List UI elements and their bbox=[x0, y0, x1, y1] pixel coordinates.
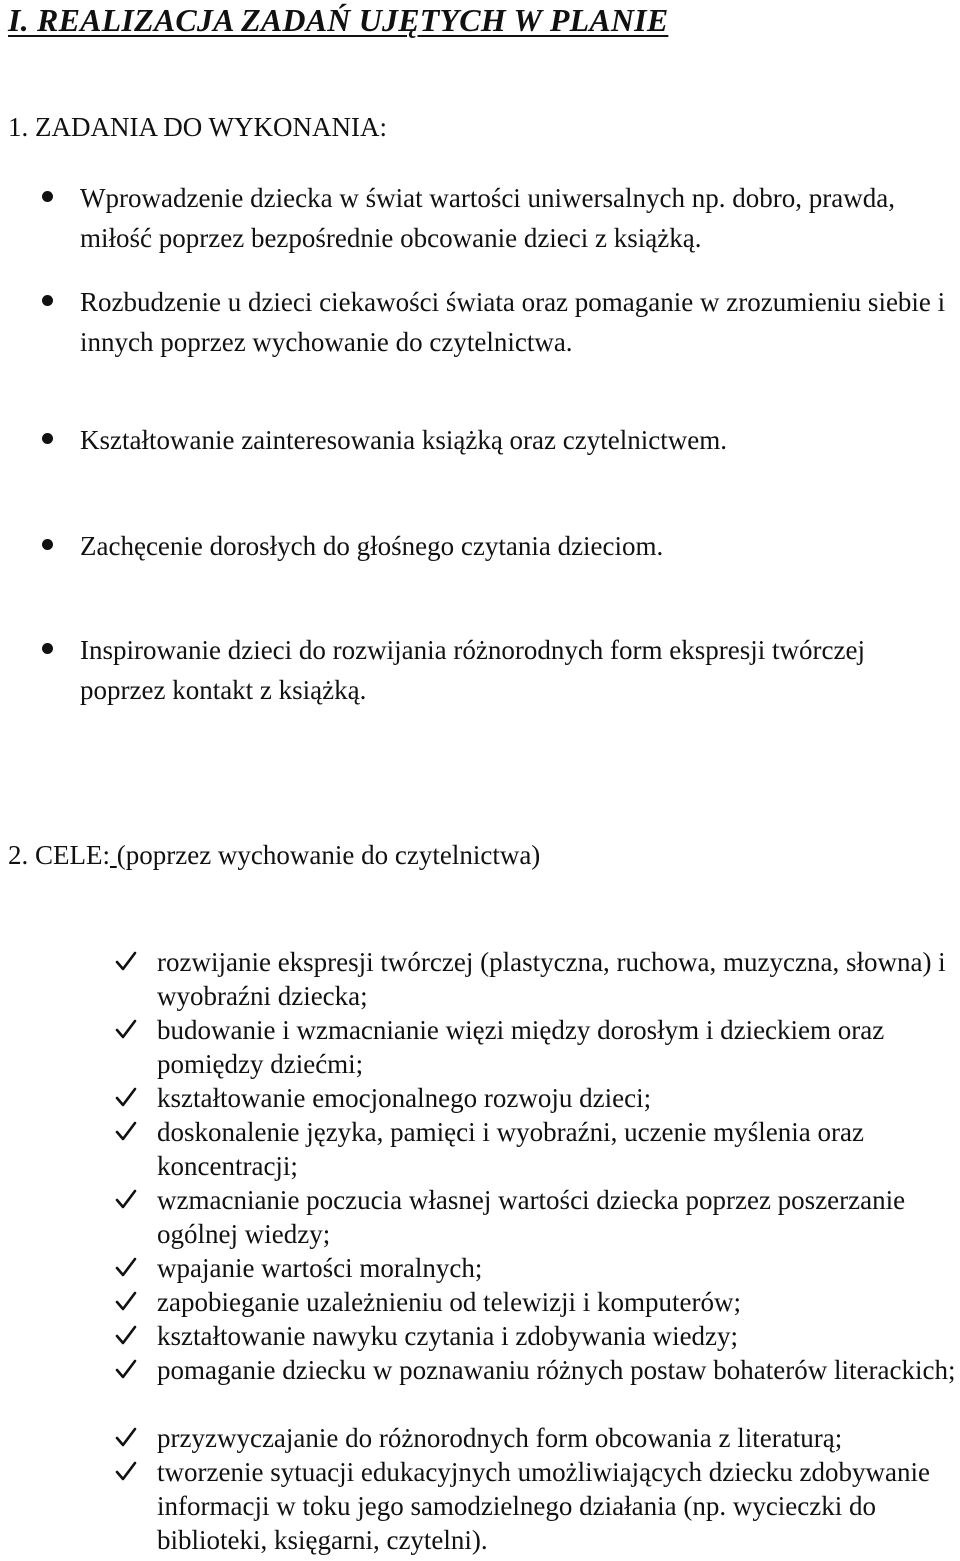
list-item-text: kształtowanie nawyku czytania i zdobywania wiedzy; bbox=[157, 1321, 739, 1351]
list-item-text: wzmacnianie poczucia własnej wartości dziecka poprzez poszerzanie ogólnej wiedzy; bbox=[157, 1185, 906, 1249]
section2-heading bbox=[8, 840, 540, 871]
list-item bbox=[80, 420, 955, 460]
list-item bbox=[157, 945, 957, 1013]
list-item-text: kształtowanie emocjonalnego rozwoju dzieci; bbox=[157, 1083, 652, 1113]
list-item bbox=[157, 1081, 957, 1115]
list-item bbox=[157, 1115, 957, 1183]
list-item-text: tworzenie sytuacji edukacyjnych umożliwiających dziecku zdobywanie informacji w toku jego samodzielnego działania (np. wycieczki do biblioteki, księgarni, czytelni). bbox=[157, 1457, 930, 1555]
checkmark-icon bbox=[115, 1256, 137, 1278]
checkmark-icon bbox=[115, 1460, 137, 1482]
checkmark-icon bbox=[115, 1086, 137, 1108]
list-item-text: rozwijanie ekspresji twórczej (plastyczna, ruchowa, muzyczna, słowna) i wyobraźni dziecka; bbox=[157, 947, 946, 1011]
list-item-text: doskonalenie języka, pamięci i wyobraźni, uczenie myślenia oraz koncentracji; bbox=[157, 1117, 864, 1181]
section2-heading-label: 2. CELE: bbox=[8, 840, 110, 870]
list-item bbox=[80, 178, 955, 258]
list-item-text: przyzwyczajanie do różnorodnych form obcowania z literaturą; bbox=[157, 1423, 843, 1453]
list-item bbox=[157, 1013, 957, 1081]
list-item-text: Rozbudzenie u dzieci ciekawości świata oraz pomaganie w zrozumieniu siebie i innych poprzez wychowanie do czytelnictwa. bbox=[80, 287, 946, 357]
checkmark-icon bbox=[115, 1290, 137, 1312]
section1-heading: 1. ZADANIA DO WYKONANIA: bbox=[8, 112, 387, 142]
list-item bbox=[157, 1353, 957, 1387]
checkmark-icon bbox=[115, 1018, 137, 1040]
checkmark-icon bbox=[115, 950, 137, 972]
list-item bbox=[80, 282, 955, 362]
list-item-text: pomaganie dziecku w poznawaniu różnych postaw bohaterów literackich; bbox=[157, 1355, 956, 1385]
list-item-text: Wprowadzenie dziecka w świat wartości uniwersalnych np. dobro, prawda, miłość poprzez bezpośrednie obcowanie dzieci z książką. bbox=[80, 183, 895, 253]
list-item bbox=[157, 1319, 957, 1353]
list-item-text: Inspirowanie dzieci do rozwijania różnorodnych form ekspresji twórczej poprzez kontakt z książką. bbox=[80, 635, 865, 705]
checkmark-icon bbox=[115, 1188, 137, 1210]
bullet-dot-icon bbox=[42, 191, 53, 202]
list-item bbox=[157, 1455, 957, 1557]
list-item bbox=[80, 526, 955, 566]
checkmark-icon bbox=[115, 1120, 137, 1142]
bullet-dot-icon bbox=[42, 295, 53, 306]
checkmark-icon bbox=[115, 1324, 137, 1346]
list-item-text: wpajanie wartości moralnych; bbox=[157, 1253, 483, 1283]
list-item-text: budowanie i wzmacnianie więzi między dorosłym i dzieckiem oraz pomiędzy dziećmi; bbox=[157, 1015, 885, 1079]
list-item-text: Zachęcenie dorosłych do głośnego czytania dzieciom. bbox=[80, 531, 664, 561]
bullet-dot-icon bbox=[42, 643, 53, 654]
list-item bbox=[157, 1183, 957, 1251]
list-item bbox=[157, 1251, 957, 1285]
section2-subheading: (poprzez wychowanie do czytelnictwa) bbox=[116, 840, 541, 870]
checkmark-icon bbox=[115, 1426, 137, 1448]
list-item bbox=[80, 630, 955, 710]
list-item bbox=[157, 1421, 957, 1455]
list-item bbox=[157, 1285, 957, 1319]
list-item-text: Kształtowanie zainteresowania książką oraz czytelnictwem. bbox=[80, 425, 727, 455]
list-item-text: zapobieganie uzależnieniu od telewizji i komputerów; bbox=[157, 1287, 742, 1317]
checkmark-icon bbox=[115, 1358, 137, 1380]
bullet-dot-icon bbox=[42, 433, 53, 444]
main-title: I. REALIZACJA ZADAŃ UJĘTYCH W PLANIE bbox=[8, 2, 669, 38]
bullet-dot-icon bbox=[42, 539, 53, 550]
section2-heading-underline bbox=[110, 840, 117, 870]
